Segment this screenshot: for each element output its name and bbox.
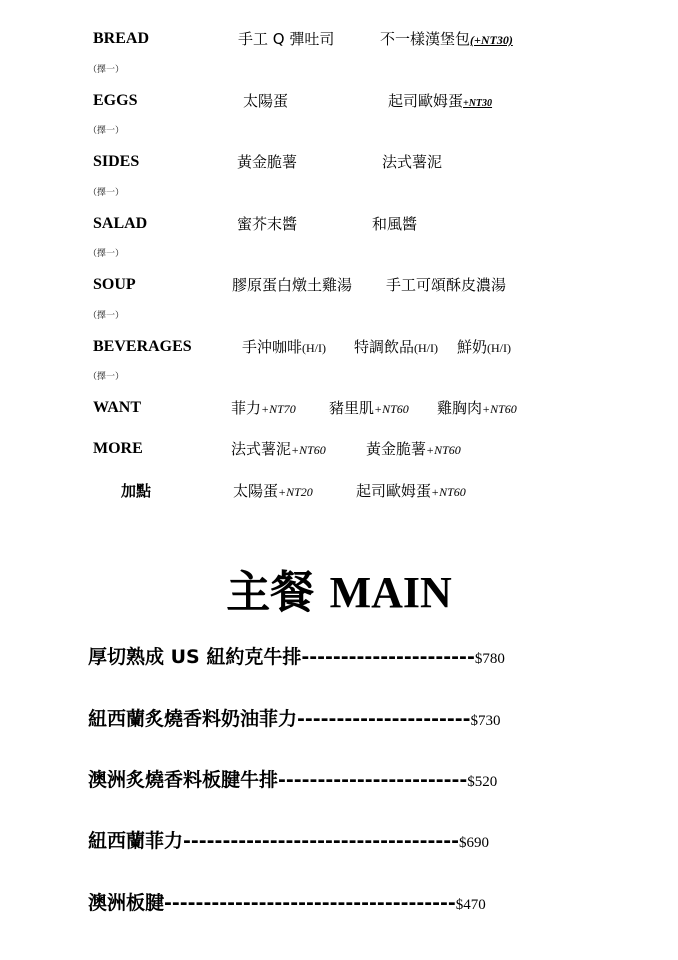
main-item-name: 紐西蘭炙燒香料奶油菲力 bbox=[88, 708, 298, 730]
option-extra: +NT60 bbox=[482, 402, 517, 416]
main-item-name: 澳洲炙燒香料板腱牛排 bbox=[88, 769, 279, 791]
pick-one-note: （擇一） bbox=[88, 372, 125, 382]
main-item bbox=[88, 826, 489, 853]
option-extra: +NT20 bbox=[278, 485, 313, 499]
category-bread: BREAD bbox=[93, 30, 150, 47]
main-item-dashes: ---------------------- bbox=[301, 646, 475, 668]
category-beverages: BEVERAGES bbox=[93, 338, 192, 355]
option-beverage-3: 鮮奶(H/I) bbox=[457, 338, 512, 356]
main-item-dashes: ---------------------- bbox=[297, 708, 471, 730]
option-want-3: 雞胸肉+NT60 bbox=[437, 399, 517, 417]
main-item-dashes: ------------------------ bbox=[278, 769, 468, 791]
option-extra: +NT60 bbox=[291, 443, 326, 457]
option-beverage-2: 特調飲品(H/I) bbox=[354, 338, 439, 356]
category-want: WANT bbox=[93, 399, 142, 416]
option-salad-1: 蜜芥末醬 bbox=[237, 215, 298, 233]
option-extra: (+NT30) bbox=[470, 33, 513, 47]
option-sides-1: 黃金脆薯 bbox=[237, 153, 298, 171]
category-eggs: EGGS bbox=[93, 92, 138, 109]
main-item-price: $690 bbox=[459, 835, 490, 851]
category-sides: SIDES bbox=[93, 153, 140, 170]
main-title-zh: 主餐 bbox=[226, 567, 315, 618]
pick-one-note: （擇一） bbox=[88, 126, 125, 136]
option-extra: +NT30 bbox=[463, 98, 493, 109]
pick-one-note: （擇一） bbox=[88, 249, 125, 259]
option-bread-1: 手工 Q 彈吐司 bbox=[238, 30, 335, 48]
option-want-1: 菲力+NT70 bbox=[231, 399, 296, 417]
option-extra: (H/I) bbox=[414, 341, 439, 355]
option-bread-2: 不一樣漢堡包(+NT30) bbox=[380, 30, 513, 48]
main-item-dashes: ----------------------------------- bbox=[183, 830, 460, 852]
option-eggs-2: 起司歐姆蛋+NT30 bbox=[388, 92, 493, 110]
option-extra: (H/I) bbox=[487, 341, 512, 355]
main-section-title bbox=[0, 556, 678, 620]
option-soup-2: 手工可頌酥皮濃湯 bbox=[386, 276, 507, 294]
main-item bbox=[88, 765, 497, 792]
category-addon: 加點 bbox=[121, 482, 152, 500]
main-item bbox=[88, 642, 505, 669]
option-eggs-1: 太陽蛋 bbox=[243, 92, 289, 110]
main-item-price: $780 bbox=[474, 651, 505, 667]
main-item-dashes: ------------------------------------- bbox=[164, 892, 456, 914]
option-extra: +NT60 bbox=[431, 485, 466, 499]
main-item-price: $470 bbox=[455, 897, 486, 913]
pick-one-note: （擇一） bbox=[88, 311, 125, 321]
option-want-2: 豬里肌+NT60 bbox=[329, 399, 409, 417]
main-item-name: 紐西蘭菲力 bbox=[88, 830, 184, 852]
main-item-name: 厚切熟成 US 紐約克牛排 bbox=[88, 646, 302, 668]
option-extra: +NT60 bbox=[374, 402, 409, 416]
main-item-name: 澳洲板腱 bbox=[88, 892, 165, 914]
option-addon-1: 太陽蛋+NT20 bbox=[233, 482, 313, 500]
main-title-en: MAIN bbox=[329, 568, 452, 617]
main-item bbox=[88, 888, 486, 915]
option-extra: +NT60 bbox=[426, 443, 461, 457]
option-more-1: 法式薯泥+NT60 bbox=[231, 440, 326, 458]
category-more: MORE bbox=[93, 440, 143, 457]
main-item bbox=[88, 704, 501, 731]
main-item-price: $730 bbox=[470, 713, 501, 729]
option-beverage-1: 手沖咖啡(H/I) bbox=[242, 338, 327, 356]
option-sides-2: 法式薯泥 bbox=[382, 153, 443, 171]
option-more-2: 黃金脆薯+NT60 bbox=[366, 440, 461, 458]
category-soup: SOUP bbox=[93, 276, 136, 293]
option-soup-1: 膠原蛋白燉土雞湯 bbox=[232, 276, 353, 294]
option-salad-2: 和風醬 bbox=[372, 215, 418, 233]
option-extra: (H/I) bbox=[302, 341, 327, 355]
main-item-price: $520 bbox=[467, 774, 498, 790]
pick-one-note: （擇一） bbox=[88, 65, 125, 75]
pick-one-note: （擇一） bbox=[88, 188, 125, 198]
option-addon-2: 起司歐姆蛋+NT60 bbox=[356, 482, 466, 500]
category-salad: SALAD bbox=[93, 215, 148, 232]
option-extra: +NT70 bbox=[261, 402, 296, 416]
